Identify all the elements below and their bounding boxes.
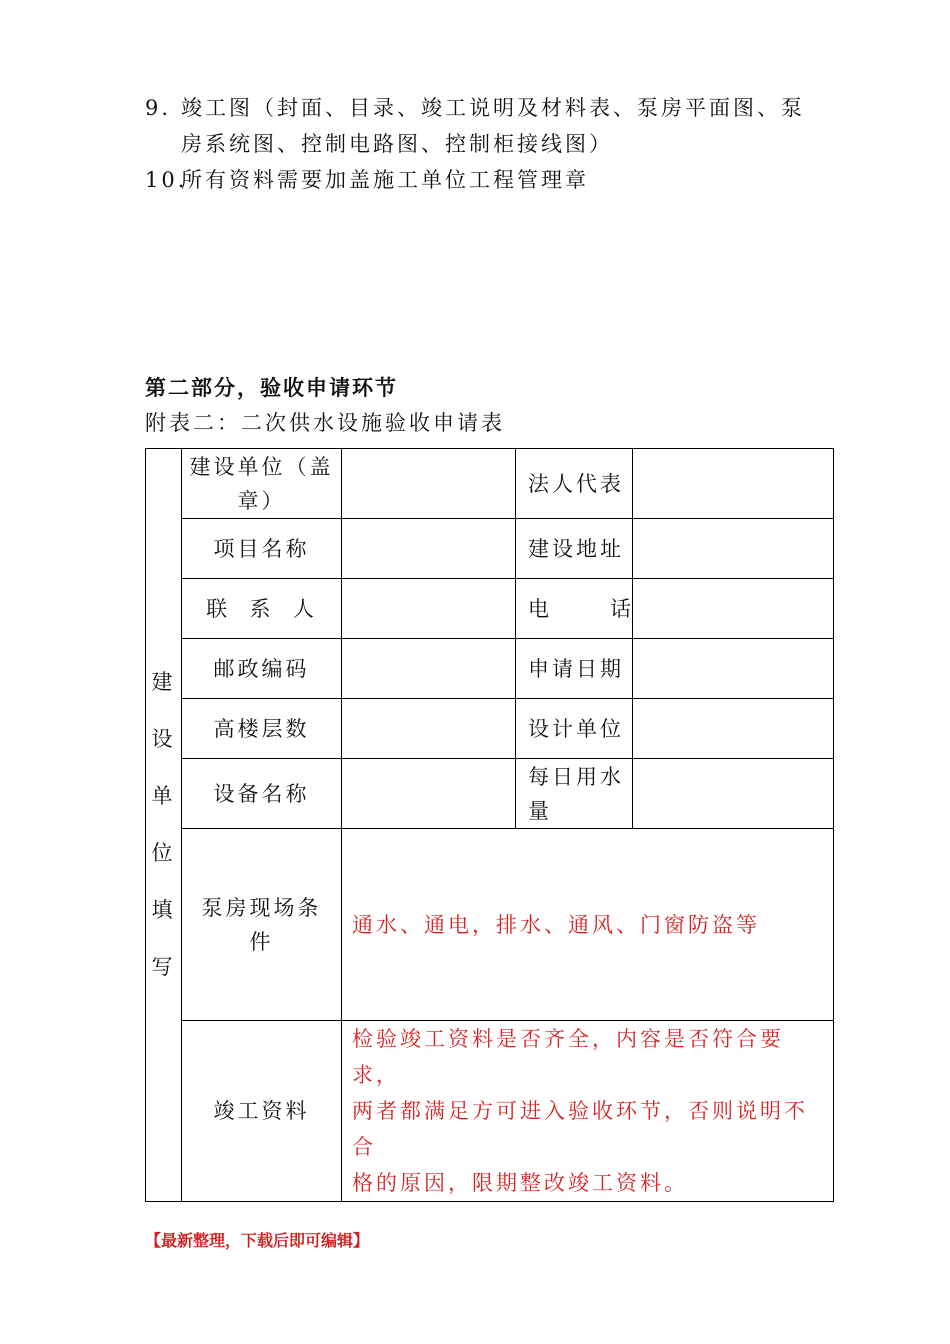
- list-item-9: [145, 90, 805, 126]
- label-apply-date: 申请日期: [516, 639, 633, 699]
- value-daily-water[interactable]: [633, 759, 834, 829]
- label-pump-room: 泵房现场条 件: [182, 829, 342, 1021]
- list-number: 10.: [145, 168, 188, 192]
- label-phone: 电 话: [516, 579, 633, 639]
- table-caption: 附表二：二次供水设施验收申请表: [145, 411, 505, 435]
- table-row: [146, 699, 834, 759]
- label-floors: 高楼层数: [182, 699, 342, 759]
- table-row: [146, 639, 834, 699]
- value-builder[interactable]: [342, 449, 516, 519]
- value-postcode[interactable]: [342, 639, 516, 699]
- pump-room-requirements: 通水、通电，排水、通风、门窗防盗等: [342, 829, 834, 1021]
- side-label-cell: [146, 449, 182, 1202]
- footer-note: 【最新整理，下载后即可编辑】: [145, 1231, 370, 1250]
- list-text: 房系统图、控制电路图、控制柜接线图）: [181, 132, 613, 156]
- label-address: 建设地址: [516, 519, 633, 579]
- label-builder: 建设单位（盖 章）: [182, 449, 342, 519]
- table-row: [146, 759, 834, 829]
- list-item-10: [145, 162, 589, 198]
- value-project-name[interactable]: [342, 519, 516, 579]
- side-label: 建 设 单 位 填 写: [151, 670, 176, 979]
- label-postcode: 邮政编码: [182, 639, 342, 699]
- value-equipment[interactable]: [342, 759, 516, 829]
- value-contact[interactable]: [342, 579, 516, 639]
- table-row: [146, 829, 834, 1021]
- value-design-unit[interactable]: [633, 699, 834, 759]
- label-equipment: 设备名称: [182, 759, 342, 829]
- completion-docs-requirements: 检验竣工资料是否齐全，内容是否符合要求， 两者都满足方可进入验收环节，否则说明不合 格的原因，限期整改竣工资料。: [342, 1021, 834, 1202]
- label-contact: 联 系 人: [182, 579, 342, 639]
- value-floors[interactable]: [342, 699, 516, 759]
- value-phone[interactable]: [633, 579, 834, 639]
- table-row: [146, 579, 834, 639]
- section-title: 第二部分，验收申请环节: [145, 376, 398, 400]
- list-text: 所有资料需要加盖施工单位工程管理章: [181, 168, 589, 192]
- label-design-unit: 设计单位: [516, 699, 633, 759]
- table-row: [146, 1021, 834, 1202]
- label-legal-rep: 法人代表: [516, 449, 633, 519]
- table-row: [146, 519, 834, 579]
- value-apply-date[interactable]: [633, 639, 834, 699]
- list-text: 竣工图（封面、目录、竣工说明及材料表、泵房平面图、泵: [181, 96, 805, 120]
- label-completion-docs: 竣工资料: [182, 1021, 342, 1202]
- label-project-name: 项目名称: [182, 519, 342, 579]
- acceptance-application-table: [145, 448, 834, 1202]
- value-legal-rep[interactable]: [633, 449, 834, 519]
- label-daily-water: 每日用水 量: [516, 759, 633, 829]
- value-address[interactable]: [633, 519, 834, 579]
- list-item-9-continued: [181, 126, 613, 162]
- list-number: 9.: [145, 96, 172, 120]
- table-row: [146, 449, 834, 519]
